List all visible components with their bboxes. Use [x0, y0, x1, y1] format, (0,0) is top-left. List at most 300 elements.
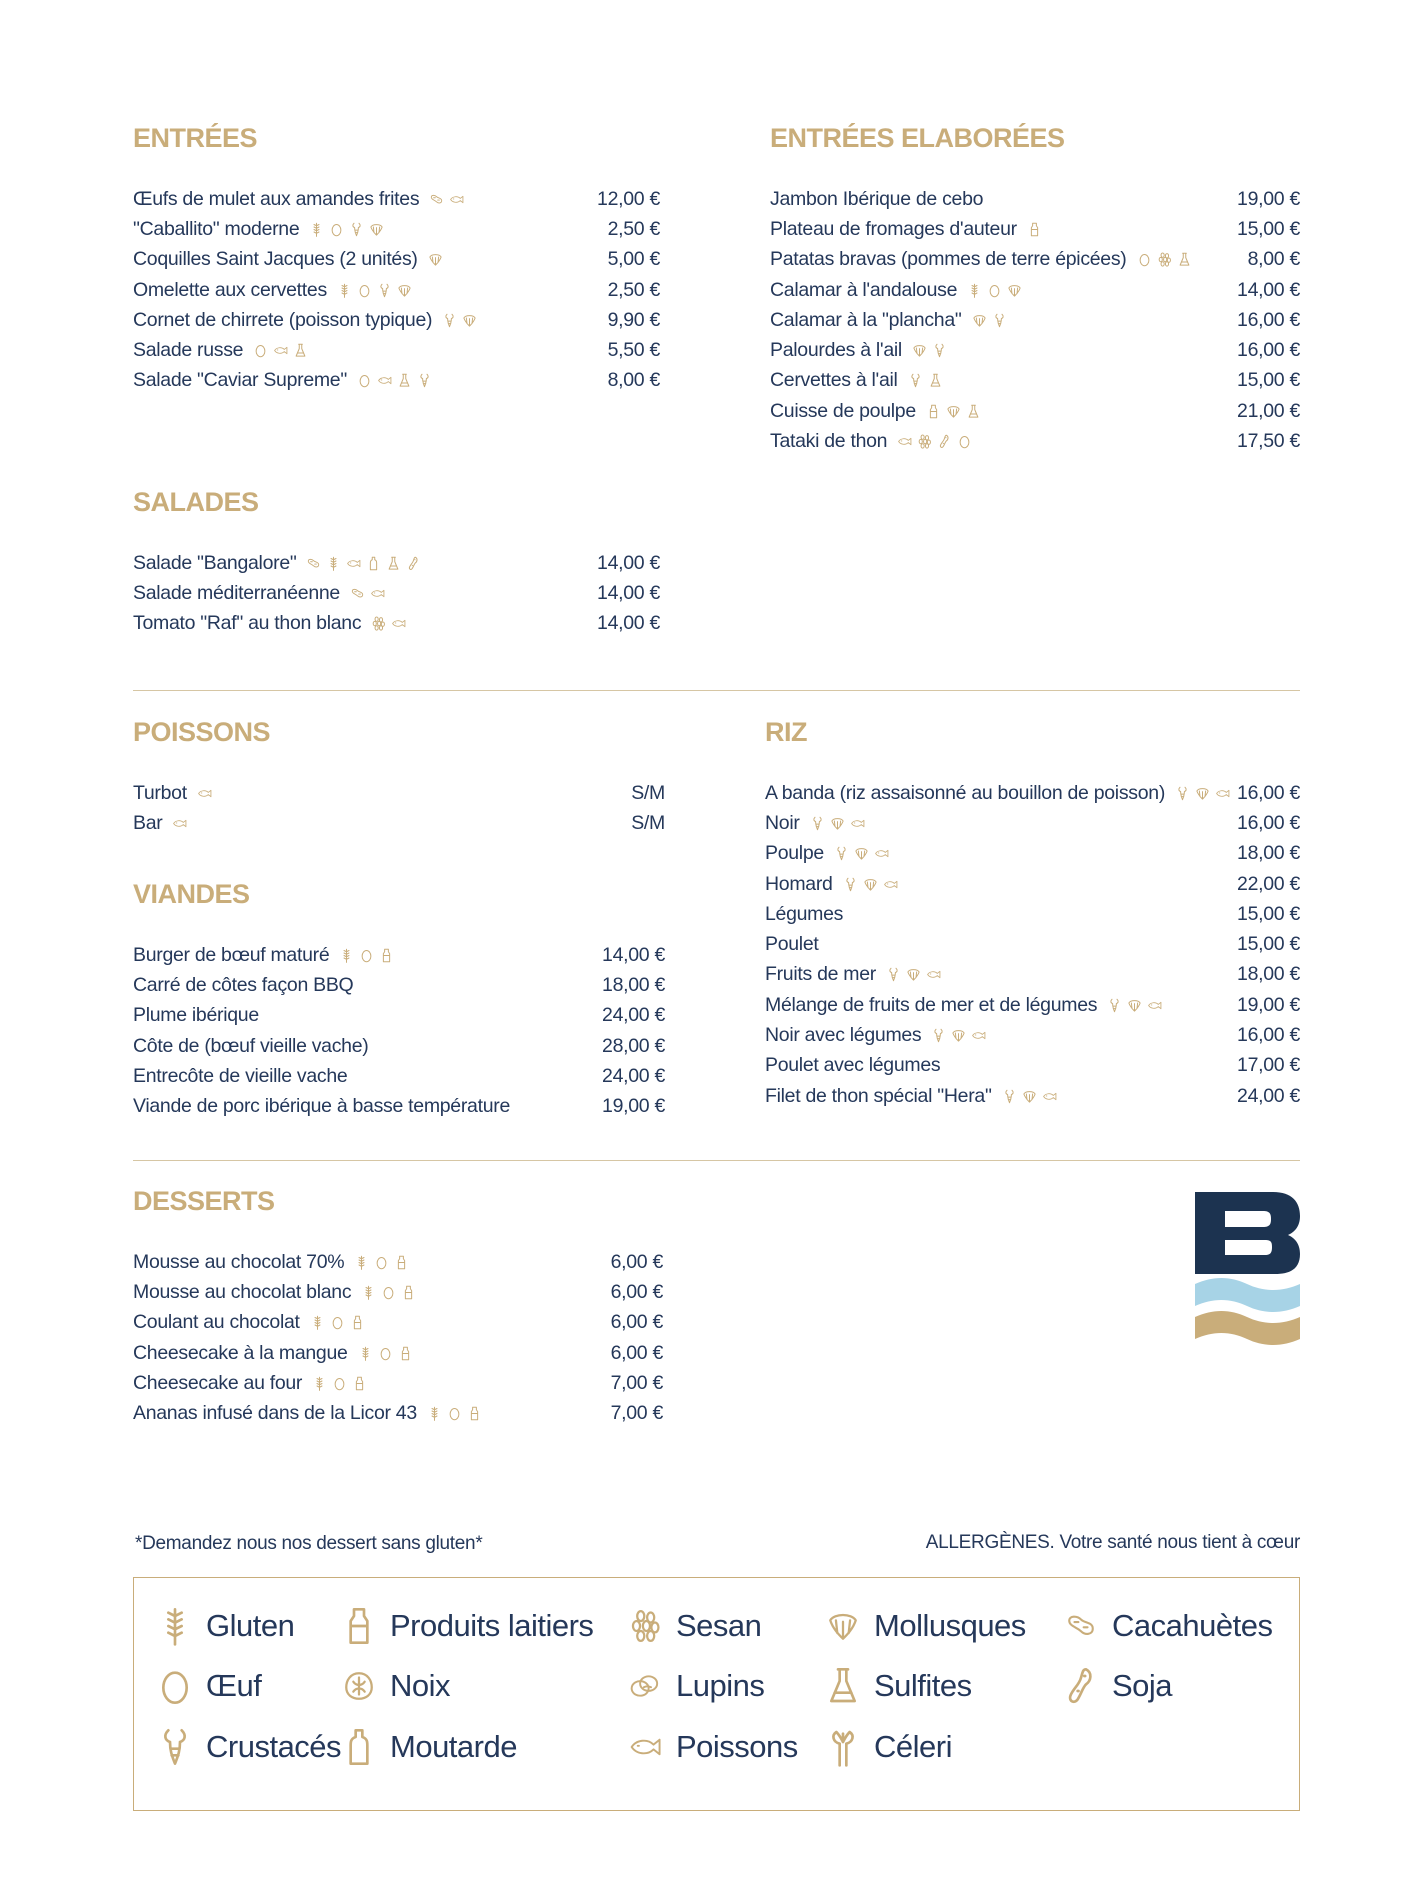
menu-item-price: 24,00 € — [602, 1004, 665, 1027]
menu-item-price: 17,50 € — [1237, 430, 1300, 453]
menu-item — [133, 1061, 665, 1091]
legend-egg — [158, 1666, 261, 1706]
section-salades — [133, 487, 660, 639]
mollusc-icon — [946, 404, 961, 419]
crustacean-icon — [442, 313, 457, 328]
menu-item-price: 16,00 € — [1237, 811, 1300, 834]
menu-item-price: 7,00 € — [610, 1402, 663, 1425]
dairy-icon — [394, 1255, 409, 1270]
egg-icon — [374, 1255, 389, 1270]
sesame-icon — [371, 616, 386, 631]
menu-item — [765, 1081, 1300, 1111]
gluten-icon — [158, 1606, 192, 1646]
menu-item-price: 19,00 € — [602, 1095, 665, 1118]
allergen-icons — [172, 816, 187, 831]
menu-item-price: 8,00 € — [1247, 248, 1300, 271]
menu-item-price: 12,00 € — [597, 187, 660, 210]
menu-item-name: "Caballito" moderne — [133, 217, 300, 240]
menu-item-price: 18,00 € — [602, 973, 665, 996]
allergen-icons — [339, 948, 394, 963]
allergen-icons — [428, 252, 443, 267]
menu-item — [765, 929, 1300, 959]
fish-icon — [197, 786, 212, 801]
allergen-icons — [931, 1028, 986, 1043]
legend-crustacean — [158, 1727, 341, 1767]
fish-icon — [874, 846, 889, 861]
menu-item-price: 15,00 € — [1237, 217, 1300, 240]
fish-icon — [1215, 786, 1230, 801]
legend-mustard — [342, 1727, 517, 1767]
legend-peanut — [1064, 1606, 1272, 1646]
menu-item-name: Poulpe — [765, 842, 824, 865]
mustard-icon — [366, 556, 381, 571]
allergen-icons — [309, 222, 384, 237]
legend-celery — [826, 1727, 952, 1767]
crustacean-icon — [1107, 998, 1122, 1013]
sesame-icon — [1157, 252, 1172, 267]
menu-item-price: 19,00 € — [1237, 993, 1300, 1016]
logo-letter-b — [1195, 1192, 1300, 1274]
allergen-icons — [897, 434, 972, 449]
allergen-icons — [810, 816, 865, 831]
legend-label: Soja — [1112, 1668, 1173, 1703]
soy-icon — [1064, 1666, 1098, 1706]
allergen-icons — [253, 343, 308, 358]
legend-dairy — [342, 1606, 593, 1646]
allergen-header: ALLERGÈNES. Votre santé nous tient à cœur — [925, 1532, 1300, 1553]
menu-item — [133, 778, 665, 808]
crustacean-icon — [158, 1727, 192, 1767]
menu-item-name: Salade "Bangalore" — [133, 551, 297, 574]
mollusc-icon — [863, 877, 878, 892]
menu-item-name: Poulet — [765, 933, 819, 956]
fish-icon — [370, 586, 385, 601]
menu-item-price: 8,00 € — [607, 369, 660, 392]
menu-item-name: Cheesecake à la mangue — [133, 1341, 348, 1364]
dairy-icon — [342, 1606, 376, 1646]
menu-item-price: 15,00 € — [1237, 933, 1300, 956]
menu-item — [770, 305, 1300, 335]
fish-icon — [971, 1028, 986, 1043]
legend-label: Noix — [390, 1668, 451, 1703]
legend-lupin — [628, 1666, 764, 1706]
menu-item — [133, 184, 660, 214]
allergen-icons — [1002, 1089, 1057, 1104]
menu-item-name: Calamar à la "plancha" — [770, 308, 962, 331]
menu-item-price: 14,00 € — [1237, 278, 1300, 301]
menu-item — [133, 1398, 663, 1428]
menu-item — [133, 335, 660, 365]
menu-item — [133, 548, 660, 578]
dairy-icon — [379, 948, 394, 963]
lupin-icon — [628, 1666, 662, 1706]
menu-item — [765, 839, 1300, 869]
menu-item — [765, 1020, 1300, 1050]
section-entrees — [133, 123, 660, 396]
egg-icon — [357, 373, 372, 388]
menu-item-price: 2,50 € — [607, 278, 660, 301]
menu-item — [765, 808, 1300, 838]
menu-item-name: Plume ibérique — [133, 1004, 259, 1027]
menu-item-name: Noir avec légumes — [765, 1024, 922, 1047]
legend-sulphite — [826, 1666, 972, 1706]
menu-item-name: Cuisse de poulpe — [770, 399, 916, 422]
menu-item-name: Œufs de mulet aux amandes frites — [133, 187, 420, 210]
menu-item-name: Filet de thon spécial "Hera" — [765, 1084, 992, 1107]
menu-item-name: Coquilles Saint Jacques (2 unités) — [133, 248, 418, 271]
allergen-icons — [354, 1255, 409, 1270]
section-poissons — [133, 717, 665, 839]
menu-item-price: 7,00 € — [610, 1371, 663, 1394]
gluten-icon — [358, 1346, 373, 1361]
gluten-icon — [427, 1406, 442, 1421]
menu-item-price: 22,00 € — [1237, 872, 1300, 895]
crustacean-icon — [931, 1028, 946, 1043]
menu-item — [133, 245, 660, 275]
legend-fish — [628, 1727, 798, 1767]
gluten-icon — [354, 1255, 369, 1270]
legend-mollusc — [826, 1606, 1026, 1646]
menu-item-price: 5,00 € — [607, 248, 660, 271]
dairy-icon — [1027, 222, 1042, 237]
soy-icon — [937, 434, 952, 449]
legend-label: Lupins — [676, 1668, 765, 1703]
menu-item-name: Burger de bœuf maturé — [133, 943, 330, 966]
menu-item — [765, 990, 1300, 1020]
menu-item-price: 9,90 € — [607, 308, 660, 331]
menu-item — [765, 778, 1300, 808]
divider-bottom — [133, 1160, 1300, 1161]
egg-icon — [447, 1406, 462, 1421]
menu-item-price: 14,00 € — [597, 612, 660, 635]
menu-item-price: 6,00 € — [610, 1341, 663, 1364]
dairy-icon — [467, 1406, 482, 1421]
menu-item-price: 2,50 € — [607, 217, 660, 240]
section-title: VIANDES — [133, 879, 250, 909]
menu-item-name: Jambon Ibérique de cebo — [770, 187, 984, 210]
allergen-icons — [371, 616, 406, 631]
fish-icon — [346, 556, 361, 571]
peanut-icon — [350, 586, 365, 601]
menu-item-price: 14,00 € — [597, 551, 660, 574]
legend-nut — [342, 1666, 450, 1706]
allergen-icons — [357, 373, 432, 388]
menu-item-price: 16,00 € — [1237, 308, 1300, 331]
legend-label: Sesan — [676, 1608, 762, 1643]
crustacean-icon — [843, 877, 858, 892]
menu-item-name: Coulant au chocolat — [133, 1311, 300, 1334]
soy-icon — [406, 556, 421, 571]
menu-item-name: Homard — [765, 872, 833, 895]
crustacean-icon — [349, 222, 364, 237]
allergen-icons — [358, 1346, 413, 1361]
crustacean-icon — [992, 313, 1007, 328]
menu-item — [765, 960, 1300, 990]
fish-icon — [897, 434, 912, 449]
peanut-icon — [429, 192, 444, 207]
logo-wave-blue — [1195, 1278, 1300, 1312]
menu-item-name: Plateau de fromages d'auteur — [770, 217, 1017, 240]
menu-item-name: Mousse au chocolat 70% — [133, 1250, 345, 1273]
menu-item — [770, 275, 1300, 305]
peanut-icon — [1064, 1606, 1098, 1646]
allergen-icons — [926, 404, 981, 419]
menu-item-price: S/M — [631, 781, 665, 804]
egg-icon — [330, 1315, 345, 1330]
fish-icon — [1147, 998, 1162, 1013]
crustacean-icon — [886, 967, 901, 982]
fish-icon — [850, 816, 865, 831]
menu-item-price: 24,00 € — [1237, 1084, 1300, 1107]
menu-item-price: 16,00 € — [1237, 781, 1300, 804]
menu-item — [133, 214, 660, 244]
mollusc-icon — [369, 222, 384, 237]
legend-label: Crustacés — [206, 1729, 342, 1764]
section-entrees-elaborees — [770, 123, 1300, 457]
menu-item — [765, 1051, 1300, 1081]
menu-item-name: Mélange de fruits de mer et de légumes — [765, 993, 1098, 1016]
menu-item-price: 15,00 € — [1237, 369, 1300, 392]
mollusc-icon — [428, 252, 443, 267]
crustacean-icon — [1175, 786, 1190, 801]
menu-item-price: 6,00 € — [610, 1311, 663, 1334]
fish-icon — [1042, 1089, 1057, 1104]
menu-item — [765, 899, 1300, 929]
egg-icon — [357, 283, 372, 298]
egg-icon — [359, 948, 374, 963]
crustacean-icon — [1002, 1089, 1017, 1104]
menu-item-name: Côte de (bœuf vieille vache) — [133, 1034, 369, 1057]
egg-icon — [329, 222, 344, 237]
gluten-icon — [967, 283, 982, 298]
menu-item-price: 15,00 € — [1237, 902, 1300, 925]
menu-item — [133, 305, 660, 335]
mollusc-icon — [912, 343, 927, 358]
legend-sesame — [628, 1606, 761, 1646]
gluten-icon — [337, 283, 352, 298]
sulphite-icon — [293, 343, 308, 358]
legend-label: Cacahuètes — [1112, 1608, 1273, 1643]
menu-item-price: 6,00 € — [610, 1250, 663, 1273]
menu-item-price: 14,00 € — [597, 581, 660, 604]
mollusc-icon — [826, 1606, 860, 1646]
allergen-icons — [350, 586, 385, 601]
allergen-icons — [306, 556, 421, 571]
menu-item — [133, 1031, 665, 1061]
menu-item-name: Turbot — [133, 781, 187, 804]
allergen-icons — [310, 1315, 365, 1330]
mollusc-icon — [830, 816, 845, 831]
menu-item-name: Légumes — [765, 902, 844, 925]
menu-item-name: Viande de porc ibérique à basse température — [133, 1095, 510, 1118]
section-title: POISSONS — [133, 717, 271, 747]
section-viandes — [133, 879, 665, 1122]
menu-item-name: Tataki de thon — [770, 430, 888, 453]
egg-icon — [987, 283, 1002, 298]
celery-icon — [826, 1727, 860, 1767]
menu-item-price: 6,00 € — [610, 1280, 663, 1303]
menu-item — [770, 366, 1300, 396]
menu-item-price: 28,00 € — [602, 1034, 665, 1057]
menu-item-price: 21,00 € — [1237, 399, 1300, 422]
mollusc-icon — [1022, 1089, 1037, 1104]
egg-icon — [1137, 252, 1152, 267]
fish-icon — [926, 967, 941, 982]
menu-item-price: 19,00 € — [1237, 187, 1300, 210]
menu-item-name: Tomato "Raf" au thon blanc — [133, 612, 362, 635]
legend-label: Sulfites — [874, 1668, 972, 1703]
egg-icon — [381, 1285, 396, 1300]
allergen-icons — [908, 373, 943, 388]
allergen-icons — [912, 343, 947, 358]
gluten-free-note: *Demandez nous nos dessert sans gluten* — [135, 1533, 483, 1554]
crustacean-icon — [810, 816, 825, 831]
section-riz — [765, 717, 1300, 1111]
allergen-icons — [967, 283, 1022, 298]
mollusc-icon — [1127, 998, 1142, 1013]
section-title: ENTRÉES — [133, 123, 258, 153]
mollusc-icon — [1007, 283, 1022, 298]
section-title: DESSERTS — [133, 1186, 275, 1216]
menu-item-price: 5,50 € — [607, 339, 660, 362]
menu-item — [133, 275, 660, 305]
mollusc-icon — [1195, 786, 1210, 801]
allergen-icons — [361, 1285, 416, 1300]
allergen-icons — [1175, 786, 1230, 801]
menu-item — [133, 1091, 665, 1121]
peanut-icon — [306, 556, 321, 571]
menu-item — [133, 1001, 665, 1031]
gluten-icon — [309, 222, 324, 237]
menu-item-name: Entrecôte de vieille vache — [133, 1064, 348, 1087]
menu-item-price: 16,00 € — [1237, 339, 1300, 362]
mollusc-icon — [951, 1028, 966, 1043]
crustacean-icon — [834, 846, 849, 861]
menu-item-name: Salade "Caviar Supreme" — [133, 369, 347, 392]
fish-icon — [628, 1727, 662, 1767]
fish-icon — [172, 816, 187, 831]
sulphite-icon — [1177, 252, 1192, 267]
allergen-icons — [442, 313, 477, 328]
egg-icon — [253, 343, 268, 358]
menu-item — [133, 940, 665, 970]
menu-item-name: Ananas infusé dans de la Licor 43 — [133, 1402, 417, 1425]
legend-label: Gluten — [206, 1608, 295, 1643]
sesame-icon — [917, 434, 932, 449]
sulphite-icon — [928, 373, 943, 388]
legend-label: Céleri — [874, 1729, 952, 1764]
menu-item — [133, 578, 660, 608]
menu-item-price: S/M — [631, 811, 665, 834]
crustacean-icon — [377, 283, 392, 298]
allergen-icons — [197, 786, 212, 801]
menu-item-price: 24,00 € — [602, 1064, 665, 1087]
menu-item-price: 16,00 € — [1237, 1024, 1300, 1047]
menu-item-name: Mousse au chocolat blanc — [133, 1280, 352, 1303]
menu-item-name: Cheesecake au four — [133, 1371, 303, 1394]
menu-item-name: Noir — [765, 811, 800, 834]
mollusc-icon — [462, 313, 477, 328]
mollusc-icon — [972, 313, 987, 328]
menu-item-name: Palourdes à l'ail — [770, 339, 902, 362]
allergen-icons — [429, 192, 464, 207]
legend-soy — [1064, 1666, 1172, 1706]
mollusc-icon — [397, 283, 412, 298]
section-desserts — [133, 1186, 663, 1429]
menu-item-price: 18,00 € — [1237, 842, 1300, 865]
dairy-icon — [398, 1346, 413, 1361]
egg-icon — [957, 434, 972, 449]
allergen-icons — [886, 967, 941, 982]
sesame-icon — [628, 1606, 662, 1646]
gluten-icon — [310, 1315, 325, 1330]
legend-label: Poissons — [676, 1729, 798, 1764]
gluten-icon — [361, 1285, 376, 1300]
menu-item-name: Cervettes à l'ail — [770, 369, 898, 392]
mustard-icon — [342, 1727, 376, 1767]
menu-item — [770, 426, 1300, 456]
sulphite-icon — [386, 556, 401, 571]
menu-item-name: Calamar à l'andalouse — [770, 278, 958, 301]
menu-item-name: Poulet avec légumes — [765, 1054, 941, 1077]
menu-item — [765, 869, 1300, 899]
sulphite-icon — [966, 404, 981, 419]
fish-icon — [377, 373, 392, 388]
menu-item-name: Cornet de chirrete (poisson typique) — [133, 308, 433, 331]
menu-item — [133, 609, 660, 639]
mollusc-icon — [854, 846, 869, 861]
menu-item — [770, 214, 1300, 244]
menu-item-price: 14,00 € — [602, 943, 665, 966]
menu-item — [770, 184, 1300, 214]
allergen-legend — [133, 1577, 1300, 1811]
gluten-icon — [312, 1376, 327, 1391]
menu-item — [133, 1338, 663, 1368]
fish-icon — [391, 616, 406, 631]
legend-label: Moutarde — [390, 1729, 517, 1764]
egg-icon — [332, 1376, 347, 1391]
divider-top — [133, 690, 1300, 691]
fish-icon — [883, 877, 898, 892]
egg-icon — [378, 1346, 393, 1361]
allergen-icons — [337, 283, 412, 298]
section-title: ENTRÉES ELABORÉES — [770, 123, 1065, 153]
menu-item-name: Salade russe — [133, 339, 244, 362]
legend-label: Produits laitiers — [390, 1608, 594, 1643]
allergen-icons — [834, 846, 889, 861]
legend-label: Mollusques — [874, 1608, 1026, 1643]
menu-item — [770, 396, 1300, 426]
egg-icon — [158, 1666, 192, 1706]
menu-item-name: Bar — [133, 811, 163, 834]
allergen-icons — [1027, 222, 1042, 237]
menu-item — [133, 1247, 663, 1277]
menu-item — [133, 1277, 663, 1307]
menu-item — [133, 366, 660, 396]
nut-icon — [342, 1666, 376, 1706]
fish-icon — [273, 343, 288, 358]
mollusc-icon — [906, 967, 921, 982]
gluten-icon — [326, 556, 341, 571]
section-title: SALADES — [133, 487, 259, 517]
section-title: RIZ — [765, 717, 807, 747]
allergen-icons — [972, 313, 1007, 328]
allergen-icons — [312, 1376, 367, 1391]
menu-item — [770, 335, 1300, 365]
menu-item-name: Carré de côtes façon BBQ — [133, 973, 354, 996]
crustacean-icon — [908, 373, 923, 388]
logo-wave-gold — [1195, 1311, 1300, 1345]
